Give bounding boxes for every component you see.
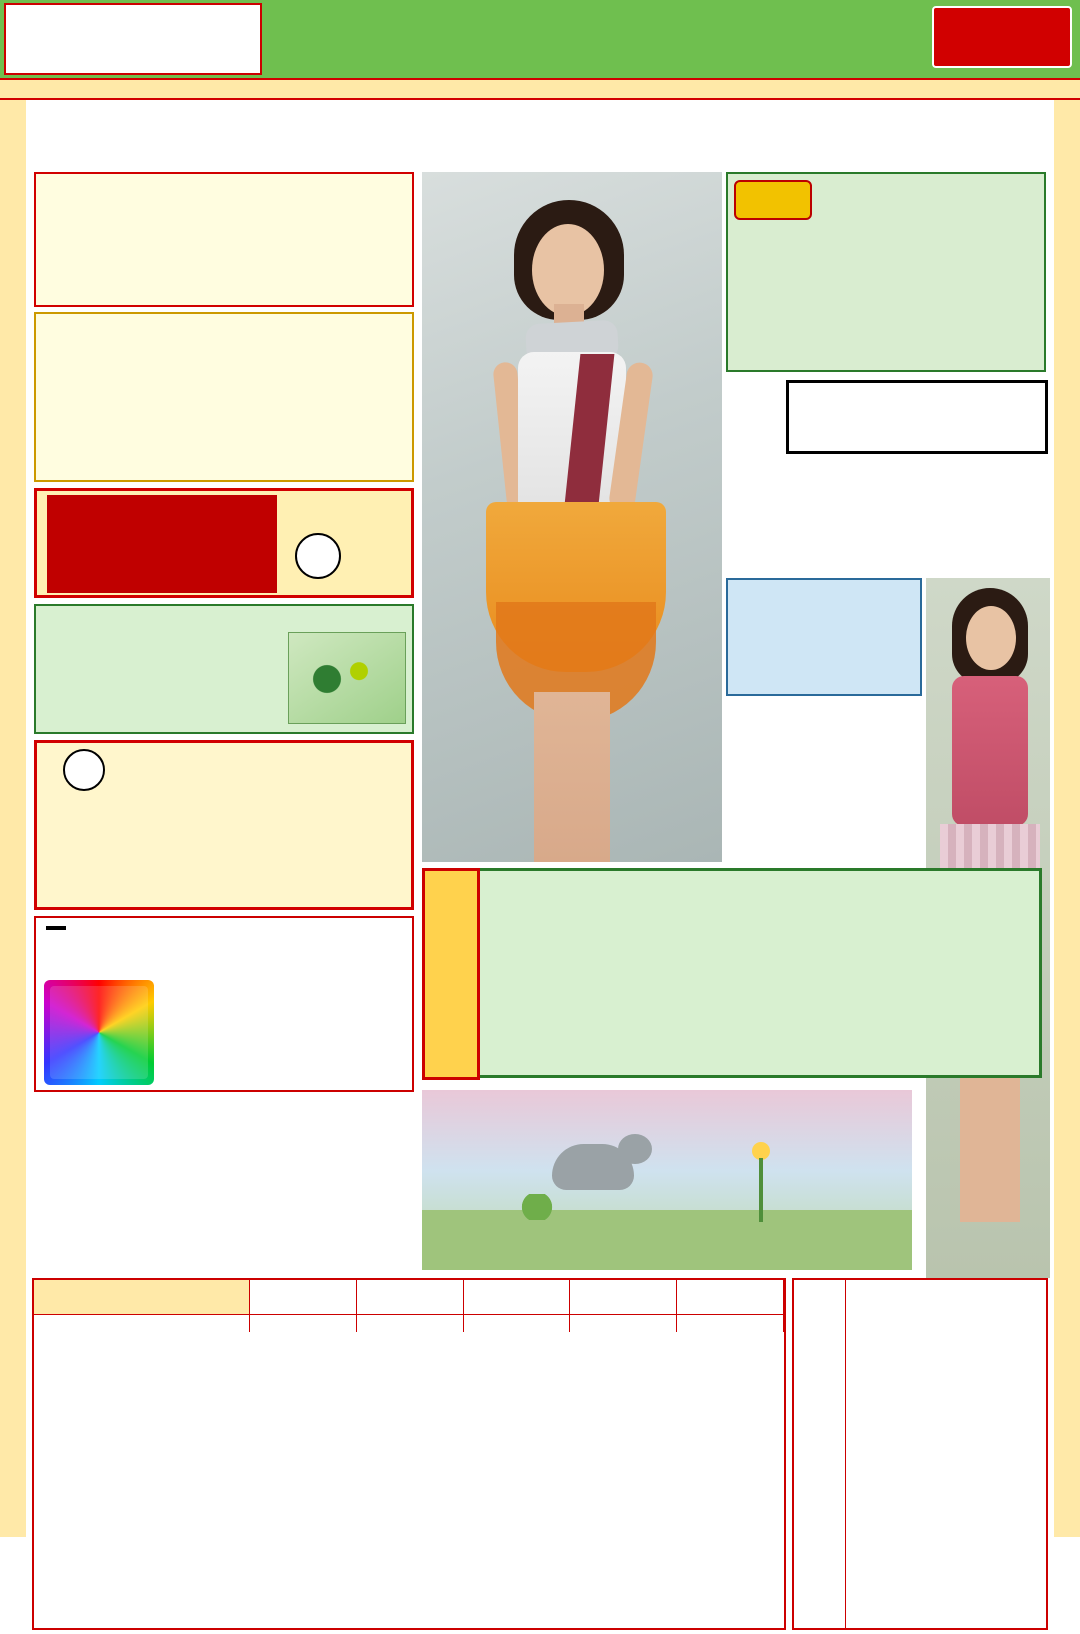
caimi-ball (63, 749, 105, 791)
bottom-section (26, 1278, 1054, 1634)
copyright-badge (932, 6, 1072, 68)
notice-box (726, 172, 1046, 372)
gate-header-1 (250, 1280, 357, 1314)
col-result-label (118, 1315, 249, 1332)
tema-box (34, 604, 414, 734)
masthead (0, 0, 1080, 78)
mitu-box (34, 916, 414, 1092)
price-row (6, 53, 260, 77)
printer-row (6, 29, 260, 53)
disc-artwork (44, 980, 154, 1085)
dots-1 (250, 1315, 357, 1332)
marksix-strip-top (0, 78, 1080, 100)
dashuang-box (34, 488, 414, 598)
mitu-title (46, 926, 66, 930)
mitu-header (46, 926, 412, 930)
reminder-badge (734, 180, 812, 220)
caimi-tesong-row (51, 749, 411, 791)
neimu-side-label (425, 871, 477, 1077)
col-date-label (34, 1315, 118, 1332)
masthead-title (300, 2, 770, 74)
page-title (26, 104, 1054, 166)
dots-4 (570, 1315, 677, 1332)
wangbang-inner (726, 460, 1048, 572)
dots-2 (357, 1315, 464, 1332)
gate-header-2 (357, 1280, 464, 1314)
content-body (26, 100, 1054, 1537)
touma-box (34, 312, 414, 482)
dots-3 (464, 1315, 571, 1332)
results-table-header (34, 1280, 784, 1314)
gate-header-3 (464, 1280, 571, 1314)
dashuang-text (47, 495, 277, 593)
cat-illustration (422, 1090, 912, 1270)
dots-5 (677, 1315, 784, 1332)
neimu-wrapper (422, 868, 1042, 1080)
grid-vlabel-1 (794, 1280, 846, 1628)
results-subheader (34, 1314, 784, 1332)
neimu-text-box (476, 868, 1042, 1078)
marksix-strip-right (1054, 100, 1080, 1537)
dashuang-ball (295, 533, 341, 579)
slogan-box (786, 380, 1048, 454)
neimu-side-box (422, 868, 480, 1080)
gate-header-5 (677, 1280, 784, 1314)
dragon-image (288, 632, 406, 724)
special-tip-box (34, 172, 414, 307)
caimi-poem-box (34, 740, 414, 910)
number-grid (792, 1278, 1048, 1630)
publisher-info (4, 3, 262, 75)
period-note (726, 578, 922, 696)
grid-columns (846, 1280, 1046, 1628)
results-table (32, 1278, 786, 1630)
gate-header-4 (570, 1280, 677, 1314)
results-title (34, 1280, 250, 1314)
publisher-row (6, 5, 260, 29)
marksix-strip-left (0, 100, 26, 1537)
